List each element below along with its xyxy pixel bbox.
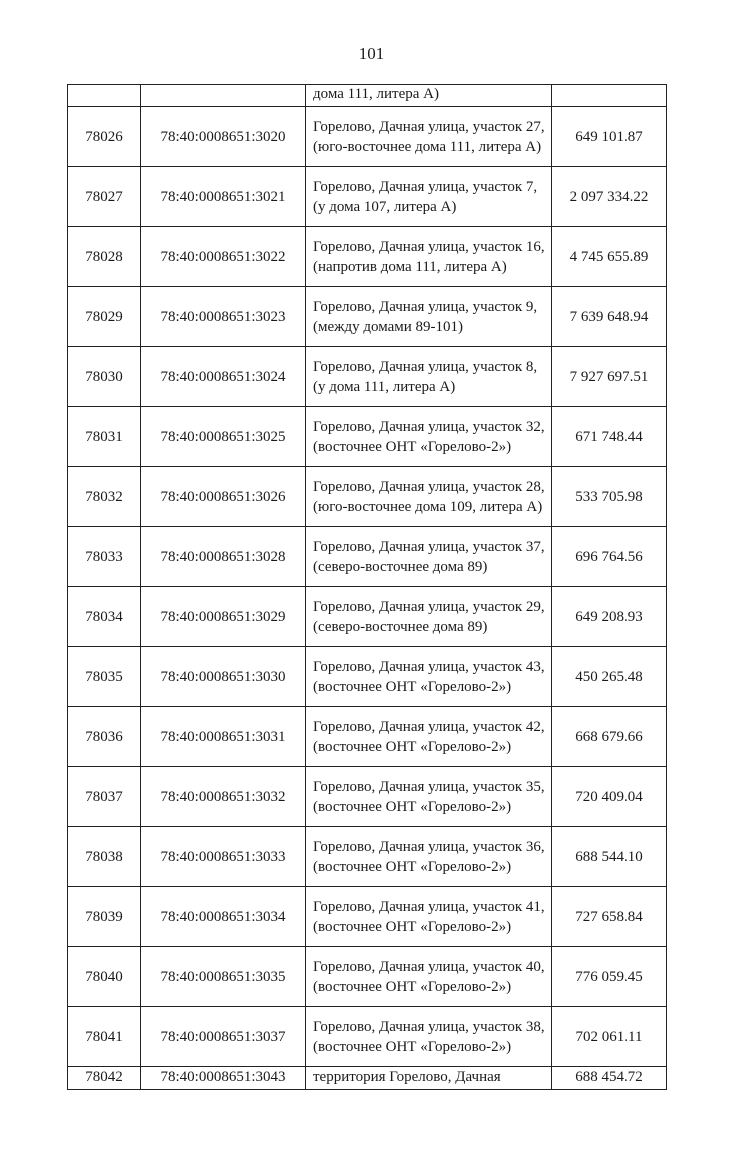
value-cell: 668 679.66 (552, 707, 667, 767)
cadastral-number-cell: 78:40:0008651:3022 (141, 227, 306, 287)
address-cell: Горелово, Дачная улица, участок 42, (восточнее ОНТ «Горелово-2») (306, 707, 552, 767)
row-number-cell: 78031 (68, 407, 141, 467)
cadastral-number-cell: 78:40:0008651:3026 (141, 467, 306, 527)
cadastral-table (67, 84, 667, 1090)
address-cell: Горелово, Дачная улица, участок 8, (у дома 111, литера А) (306, 347, 552, 407)
table-row (68, 887, 667, 947)
row-number-cell: 78029 (68, 287, 141, 347)
row-number-cell: 78042 (68, 1067, 141, 1090)
cadastral-number-cell: 78:40:0008651:3037 (141, 1007, 306, 1067)
table-body (68, 85, 667, 1090)
value-cell: 671 748.44 (552, 407, 667, 467)
value-cell: 7 927 697.51 (552, 347, 667, 407)
value-cell: 727 658.84 (552, 887, 667, 947)
cadastral-number-cell: 78:40:0008651:3029 (141, 587, 306, 647)
value-cell: 533 705.98 (552, 467, 667, 527)
table-row (68, 227, 667, 287)
cadastral-number-cell: 78:40:0008651:3023 (141, 287, 306, 347)
address-cell: Горелово, Дачная улица, участок 41, (восточнее ОНТ «Горелово-2») (306, 887, 552, 947)
value-cell: 696 764.56 (552, 527, 667, 587)
row-number-cell: 78032 (68, 467, 141, 527)
cadastral-number-cell: 78:40:0008651:3020 (141, 107, 306, 167)
address-cell: Горелово, Дачная улица, участок 40, (восточнее ОНТ «Горелово-2») (306, 947, 552, 1007)
row-number-cell: 78026 (68, 107, 141, 167)
table-row (68, 587, 667, 647)
table-row (68, 707, 667, 767)
value-cell: 688 454.72 (552, 1067, 667, 1090)
page-number: 101 (358, 44, 385, 63)
table-row (68, 827, 667, 887)
cadastral-number-cell: 78:40:0008651:3021 (141, 167, 306, 227)
cadastral-number-cell (141, 85, 306, 107)
value-cell: 720 409.04 (552, 767, 667, 827)
cadastral-number-cell: 78:40:0008651:3030 (141, 647, 306, 707)
address-cell: Горелово, Дачная улица, участок 7, (у дома 107, литера А) (306, 167, 552, 227)
address-cell: Горелово, Дачная улица, участок 43, (восточнее ОНТ «Горелово-2») (306, 647, 552, 707)
row-number-cell: 78041 (68, 1007, 141, 1067)
value-cell: 450 265.48 (552, 647, 667, 707)
table-row (68, 347, 667, 407)
table-row (68, 947, 667, 1007)
row-number-cell: 78027 (68, 167, 141, 227)
cadastral-number-cell: 78:40:0008651:3043 (141, 1067, 306, 1090)
table-row-partial (68, 1067, 667, 1090)
address-cell: Горелово, Дачная улица, участок 29, (северо-восточнее дома 89) (306, 587, 552, 647)
value-cell: 649 208.93 (552, 587, 667, 647)
row-number-cell: 78030 (68, 347, 141, 407)
address-cell: Горелово, Дачная улица, участок 27, (юго-восточнее дома 111, литера А) (306, 107, 552, 167)
cadastral-number-cell: 78:40:0008651:3024 (141, 347, 306, 407)
value-cell: 776 059.45 (552, 947, 667, 1007)
row-number-cell: 78040 (68, 947, 141, 1007)
cadastral-number-cell: 78:40:0008651:3034 (141, 887, 306, 947)
address-cell: Горелово, Дачная улица, участок 37, (северо-восточнее дома 89) (306, 527, 552, 587)
cadastral-number-cell: 78:40:0008651:3028 (141, 527, 306, 587)
cadastral-table-container (67, 84, 666, 1090)
value-cell: 702 061.11 (552, 1007, 667, 1067)
cadastral-number-cell: 78:40:0008651:3031 (141, 707, 306, 767)
value-cell: 4 745 655.89 (552, 227, 667, 287)
table-row (68, 167, 667, 227)
cadastral-number-cell: 78:40:0008651:3025 (141, 407, 306, 467)
address-cell: дома 111, литера А) (306, 85, 552, 107)
address-cell: Горелово, Дачная улица, участок 9, (между домами 89-101) (306, 287, 552, 347)
table-row (68, 107, 667, 167)
row-number-cell: 78037 (68, 767, 141, 827)
address-cell: территория Горелово, Дачная (306, 1067, 552, 1090)
table-row (68, 767, 667, 827)
address-cell: Горелово, Дачная улица, участок 38, (восточнее ОНТ «Горелово-2») (306, 1007, 552, 1067)
row-number-cell: 78034 (68, 587, 141, 647)
row-number-cell: 78028 (68, 227, 141, 287)
row-number-cell: 78035 (68, 647, 141, 707)
address-cell: Горелово, Дачная улица, участок 35, (восточнее ОНТ «Горелово-2») (306, 767, 552, 827)
cadastral-number-cell: 78:40:0008651:3033 (141, 827, 306, 887)
table-row (68, 647, 667, 707)
cadastral-number-cell: 78:40:0008651:3035 (141, 947, 306, 1007)
row-number-cell: 78038 (68, 827, 141, 887)
address-cell: Горелово, Дачная улица, участок 32, (восточнее ОНТ «Горелово-2») (306, 407, 552, 467)
value-cell: 688 544.10 (552, 827, 667, 887)
row-number-cell (68, 85, 141, 107)
table-row (68, 527, 667, 587)
row-number-cell: 78033 (68, 527, 141, 587)
table-row-continuation (68, 85, 667, 107)
value-cell (552, 85, 667, 107)
address-cell: Горелово, Дачная улица, участок 36, (восточнее ОНТ «Горелово-2») (306, 827, 552, 887)
address-cell: Горелово, Дачная улица, участок 16, (напротив дома 111, литера А) (306, 227, 552, 287)
value-cell: 2 097 334.22 (552, 167, 667, 227)
value-cell: 649 101.87 (552, 107, 667, 167)
table-row (68, 407, 667, 467)
table-row (68, 467, 667, 527)
row-number-cell: 78036 (68, 707, 141, 767)
row-number-cell: 78039 (68, 887, 141, 947)
address-cell: Горелово, Дачная улица, участок 28, (юго-восточнее дома 109, литера А) (306, 467, 552, 527)
table-row (68, 1007, 667, 1067)
value-cell: 7 639 648.94 (552, 287, 667, 347)
table-row (68, 287, 667, 347)
cadastral-number-cell: 78:40:0008651:3032 (141, 767, 306, 827)
